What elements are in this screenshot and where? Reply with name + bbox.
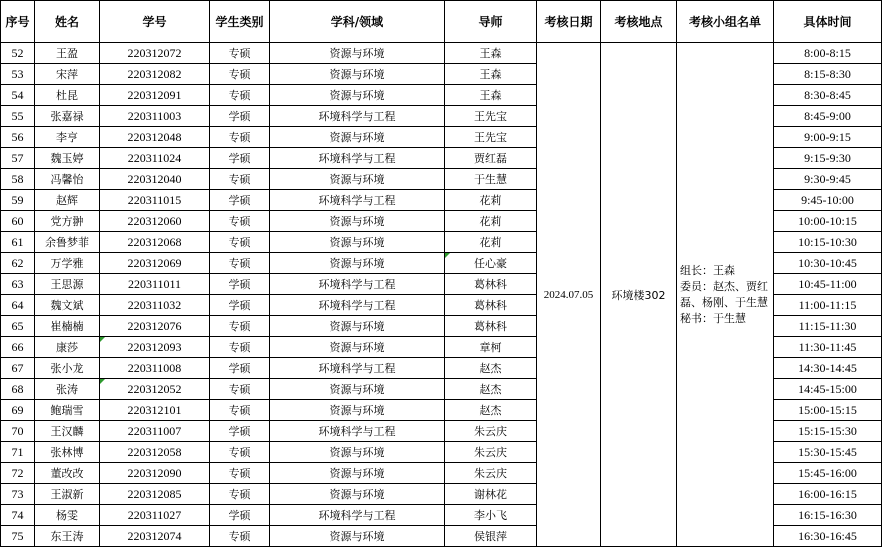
row-student-type-cell: 学硕 — [210, 274, 270, 295]
row-student-type-cell: 学硕 — [210, 295, 270, 316]
row-advisor-cell: 章柯 — [445, 337, 537, 358]
row-name-cell: 王淑新 — [35, 484, 100, 505]
row-student-type-cell: 专硕 — [210, 169, 270, 190]
row-name-cell: 王盈 — [35, 43, 100, 64]
row-time-cell: 8:30-8:45 — [774, 85, 882, 106]
row-seq-cell: 68 — [1, 379, 35, 400]
row-advisor-cell: 花莉 — [445, 232, 537, 253]
row-field-cell: 资源与环境 — [270, 253, 445, 274]
row-student-type-cell: 专硕 — [210, 253, 270, 274]
row-field-cell: 环境科学与工程 — [270, 106, 445, 127]
row-student-type-cell: 专硕 — [210, 127, 270, 148]
row-name-cell: 张小龙 — [35, 358, 100, 379]
row-student-id-cell: 220312040 — [100, 169, 210, 190]
header-student-type: 学生类别 — [210, 1, 270, 43]
row-student-type-cell: 学硕 — [210, 106, 270, 127]
row-time-cell: 8:00-8:15 — [774, 43, 882, 64]
row-seq-cell: 66 — [1, 337, 35, 358]
row-student-id-cell: 220312060 — [100, 211, 210, 232]
panel-member-line: 组长：王森 — [680, 263, 735, 277]
row-time-cell: 11:15-11:30 — [774, 316, 882, 337]
row-student-id-cell: 220311032 — [100, 295, 210, 316]
row-student-id-cell: 220311024 — [100, 148, 210, 169]
row-seq-cell: 70 — [1, 421, 35, 442]
row-field-cell: 资源与环境 — [270, 442, 445, 463]
header-time: 具体时间 — [774, 1, 882, 43]
row-student-id-cell: 220312068 — [100, 232, 210, 253]
row-seq-cell: 64 — [1, 295, 35, 316]
row-name-cell: 张林博 — [35, 442, 100, 463]
row-name-cell: 张涛 — [35, 379, 100, 400]
row-student-type-cell: 专硕 — [210, 442, 270, 463]
row-student-id-cell: 220312076 — [100, 316, 210, 337]
row-advisor-cell: 赵杰 — [445, 379, 537, 400]
row-student-id-cell: 220312093 — [100, 337, 210, 358]
row-student-type-cell: 专硕 — [210, 64, 270, 85]
row-advisor-cell: 谢林花 — [445, 484, 537, 505]
row-student-type-cell: 专硕 — [210, 316, 270, 337]
row-student-id-cell: 220311015 — [100, 190, 210, 211]
row-name-cell: 东王涛 — [35, 526, 100, 547]
row-time-cell: 11:30-11:45 — [774, 337, 882, 358]
table-row — [1, 43, 882, 64]
row-advisor-cell: 侯银萍 — [445, 526, 537, 547]
row-name-cell: 董改改 — [35, 463, 100, 484]
row-name-cell: 宋萍 — [35, 64, 100, 85]
row-field-cell: 环境科学与工程 — [270, 505, 445, 526]
row-seq-cell: 56 — [1, 127, 35, 148]
row-time-cell: 10:15-10:30 — [774, 232, 882, 253]
row-time-cell: 9:45-10:00 — [774, 190, 882, 211]
row-student-type-cell: 学硕 — [210, 421, 270, 442]
row-seq-cell: 63 — [1, 274, 35, 295]
row-seq-cell: 65 — [1, 316, 35, 337]
row-field-cell: 资源与环境 — [270, 526, 445, 547]
row-student-type-cell: 专硕 — [210, 526, 270, 547]
row-student-id-cell: 220312085 — [100, 484, 210, 505]
header-advisor: 导师 — [445, 1, 537, 43]
row-time-cell: 15:30-15:45 — [774, 442, 882, 463]
row-field-cell: 资源与环境 — [270, 316, 445, 337]
row-student-id-cell: 220312048 — [100, 127, 210, 148]
row-seq-cell: 69 — [1, 400, 35, 421]
header-exam-date: 考核日期 — [537, 1, 601, 43]
row-seq-cell: 75 — [1, 526, 35, 547]
row-student-type-cell: 专硕 — [210, 337, 270, 358]
row-seq-cell: 55 — [1, 106, 35, 127]
row-field-cell: 环境科学与工程 — [270, 148, 445, 169]
row-name-cell: 杨雯 — [35, 505, 100, 526]
row-time-cell: 15:45-16:00 — [774, 463, 882, 484]
row-field-cell: 环境科学与工程 — [270, 295, 445, 316]
row-name-cell: 李亨 — [35, 127, 100, 148]
row-field-cell: 资源与环境 — [270, 43, 445, 64]
row-advisor-cell: 朱云庆 — [445, 442, 537, 463]
row-seq-cell: 62 — [1, 253, 35, 274]
row-advisor-cell: 王森 — [445, 64, 537, 85]
row-time-cell: 15:00-15:15 — [774, 400, 882, 421]
row-time-cell: 9:15-9:30 — [774, 148, 882, 169]
row-field-cell: 资源与环境 — [270, 463, 445, 484]
row-advisor-cell: 朱云庆 — [445, 463, 537, 484]
row-advisor-cell: 葛林科 — [445, 316, 537, 337]
table-body — [1, 43, 882, 547]
row-field-cell: 环境科学与工程 — [270, 274, 445, 295]
row-student-id-cell: 220311027 — [100, 505, 210, 526]
row-student-type-cell: 专硕 — [210, 400, 270, 421]
row-field-cell: 资源与环境 — [270, 127, 445, 148]
header-row — [1, 1, 882, 43]
row-student-type-cell: 专硕 — [210, 484, 270, 505]
row-field-cell: 环境科学与工程 — [270, 190, 445, 211]
row-field-cell: 资源与环境 — [270, 337, 445, 358]
row-time-cell: 15:15-15:30 — [774, 421, 882, 442]
row-advisor-cell: 王先宝 — [445, 106, 537, 127]
panel-member-line: 秘书：于生慧 — [680, 311, 746, 325]
row-name-cell: 赵辉 — [35, 190, 100, 211]
header-exam-place: 考核地点 — [601, 1, 677, 43]
header-panel: 考核小组名单 — [677, 1, 774, 43]
row-seq-cell: 61 — [1, 232, 35, 253]
row-seq-cell: 72 — [1, 463, 35, 484]
row-advisor-cell: 王先宝 — [445, 127, 537, 148]
row-advisor-cell: 王森 — [445, 85, 537, 106]
row-advisor-cell: 任心豪 — [445, 253, 537, 274]
header-field: 学科/领域 — [270, 1, 445, 43]
row-name-cell: 崔楠楠 — [35, 316, 100, 337]
header-seq: 序号 — [1, 1, 35, 43]
row-student-id-cell: 220311011 — [100, 274, 210, 295]
row-name-cell: 张嘉禄 — [35, 106, 100, 127]
row-student-type-cell: 学硕 — [210, 358, 270, 379]
row-advisor-cell: 葛林科 — [445, 274, 537, 295]
row-field-cell: 资源与环境 — [270, 85, 445, 106]
row-seq-cell: 53 — [1, 64, 35, 85]
row-name-cell: 杜昆 — [35, 85, 100, 106]
row-student-id-cell: 220312072 — [100, 43, 210, 64]
row-seq-cell: 67 — [1, 358, 35, 379]
row-name-cell: 康莎 — [35, 337, 100, 358]
exam-place-cell: 环境楼302 — [601, 43, 677, 547]
row-student-id-cell: 220312069 — [100, 253, 210, 274]
panel-member-line: 委员：赵杰、贾红磊、杨刚、于生慧 — [680, 279, 768, 309]
row-advisor-cell: 花莉 — [445, 211, 537, 232]
row-time-cell: 10:45-11:00 — [774, 274, 882, 295]
row-field-cell: 环境科学与工程 — [270, 358, 445, 379]
row-student-id-cell: 220312090 — [100, 463, 210, 484]
row-field-cell: 资源与环境 — [270, 379, 445, 400]
row-student-id-cell: 220312058 — [100, 442, 210, 463]
exam-date-cell: 2024.07.05 — [537, 43, 601, 547]
row-time-cell: 9:30-9:45 — [774, 169, 882, 190]
row-time-cell: 11:00-11:15 — [774, 295, 882, 316]
row-name-cell: 冯馨怡 — [35, 169, 100, 190]
row-advisor-cell: 花莉 — [445, 190, 537, 211]
row-advisor-cell: 李小飞 — [445, 505, 537, 526]
row-time-cell: 8:15-8:30 — [774, 64, 882, 85]
row-seq-cell: 73 — [1, 484, 35, 505]
row-field-cell: 资源与环境 — [270, 64, 445, 85]
row-advisor-cell: 朱云庆 — [445, 421, 537, 442]
row-student-id-cell: 220312074 — [100, 526, 210, 547]
row-advisor-cell: 王森 — [445, 43, 537, 64]
row-time-cell: 9:00-9:15 — [774, 127, 882, 148]
row-student-id-cell: 220312091 — [100, 85, 210, 106]
row-student-id-cell: 220311007 — [100, 421, 210, 442]
row-student-type-cell: 专硕 — [210, 232, 270, 253]
row-field-cell: 资源与环境 — [270, 232, 445, 253]
row-seq-cell: 74 — [1, 505, 35, 526]
row-advisor-cell: 赵杰 — [445, 400, 537, 421]
row-field-cell: 环境科学与工程 — [270, 421, 445, 442]
row-advisor-cell: 贾红磊 — [445, 148, 537, 169]
row-seq-cell: 57 — [1, 148, 35, 169]
row-time-cell: 16:15-16:30 — [774, 505, 882, 526]
row-student-id-cell: 220312082 — [100, 64, 210, 85]
row-name-cell: 魏玉婷 — [35, 148, 100, 169]
row-seq-cell: 52 — [1, 43, 35, 64]
row-advisor-cell: 葛林科 — [445, 295, 537, 316]
row-time-cell: 10:00-10:15 — [774, 211, 882, 232]
row-student-type-cell: 专硕 — [210, 379, 270, 400]
row-field-cell: 资源与环境 — [270, 169, 445, 190]
header-name: 姓名 — [35, 1, 100, 43]
row-field-cell: 资源与环境 — [270, 211, 445, 232]
row-time-cell: 14:45-15:00 — [774, 379, 882, 400]
row-seq-cell: 54 — [1, 85, 35, 106]
row-time-cell: 14:30-14:45 — [774, 358, 882, 379]
row-time-cell: 16:00-16:15 — [774, 484, 882, 505]
row-name-cell: 王思源 — [35, 274, 100, 295]
header-student-id: 学号 — [100, 1, 210, 43]
row-name-cell: 鲍瑞雪 — [35, 400, 100, 421]
row-student-id-cell: 220312052 — [100, 379, 210, 400]
row-student-type-cell: 专硕 — [210, 43, 270, 64]
panel-members-cell — [677, 43, 774, 547]
row-seq-cell: 59 — [1, 190, 35, 211]
row-seq-cell: 60 — [1, 211, 35, 232]
row-student-type-cell: 专硕 — [210, 211, 270, 232]
row-student-id-cell: 220311008 — [100, 358, 210, 379]
row-student-type-cell: 学硕 — [210, 148, 270, 169]
row-field-cell: 资源与环境 — [270, 484, 445, 505]
row-name-cell: 余鲁梦菲 — [35, 232, 100, 253]
row-name-cell: 党方翀 — [35, 211, 100, 232]
row-student-type-cell: 专硕 — [210, 463, 270, 484]
row-student-type-cell: 学硕 — [210, 190, 270, 211]
row-field-cell: 资源与环境 — [270, 400, 445, 421]
row-student-type-cell: 专硕 — [210, 85, 270, 106]
row-name-cell: 万学雅 — [35, 253, 100, 274]
row-seq-cell: 71 — [1, 442, 35, 463]
row-student-type-cell: 学硕 — [210, 505, 270, 526]
row-seq-cell: 58 — [1, 169, 35, 190]
row-time-cell: 16:30-16:45 — [774, 526, 882, 547]
row-advisor-cell: 赵杰 — [445, 358, 537, 379]
row-student-id-cell: 220312101 — [100, 400, 210, 421]
row-time-cell: 8:45-9:00 — [774, 106, 882, 127]
row-advisor-cell: 于生慧 — [445, 169, 537, 190]
row-name-cell: 王汉麟 — [35, 421, 100, 442]
row-name-cell: 魏文斌 — [35, 295, 100, 316]
row-student-id-cell: 220311003 — [100, 106, 210, 127]
row-time-cell: 10:30-10:45 — [774, 253, 882, 274]
